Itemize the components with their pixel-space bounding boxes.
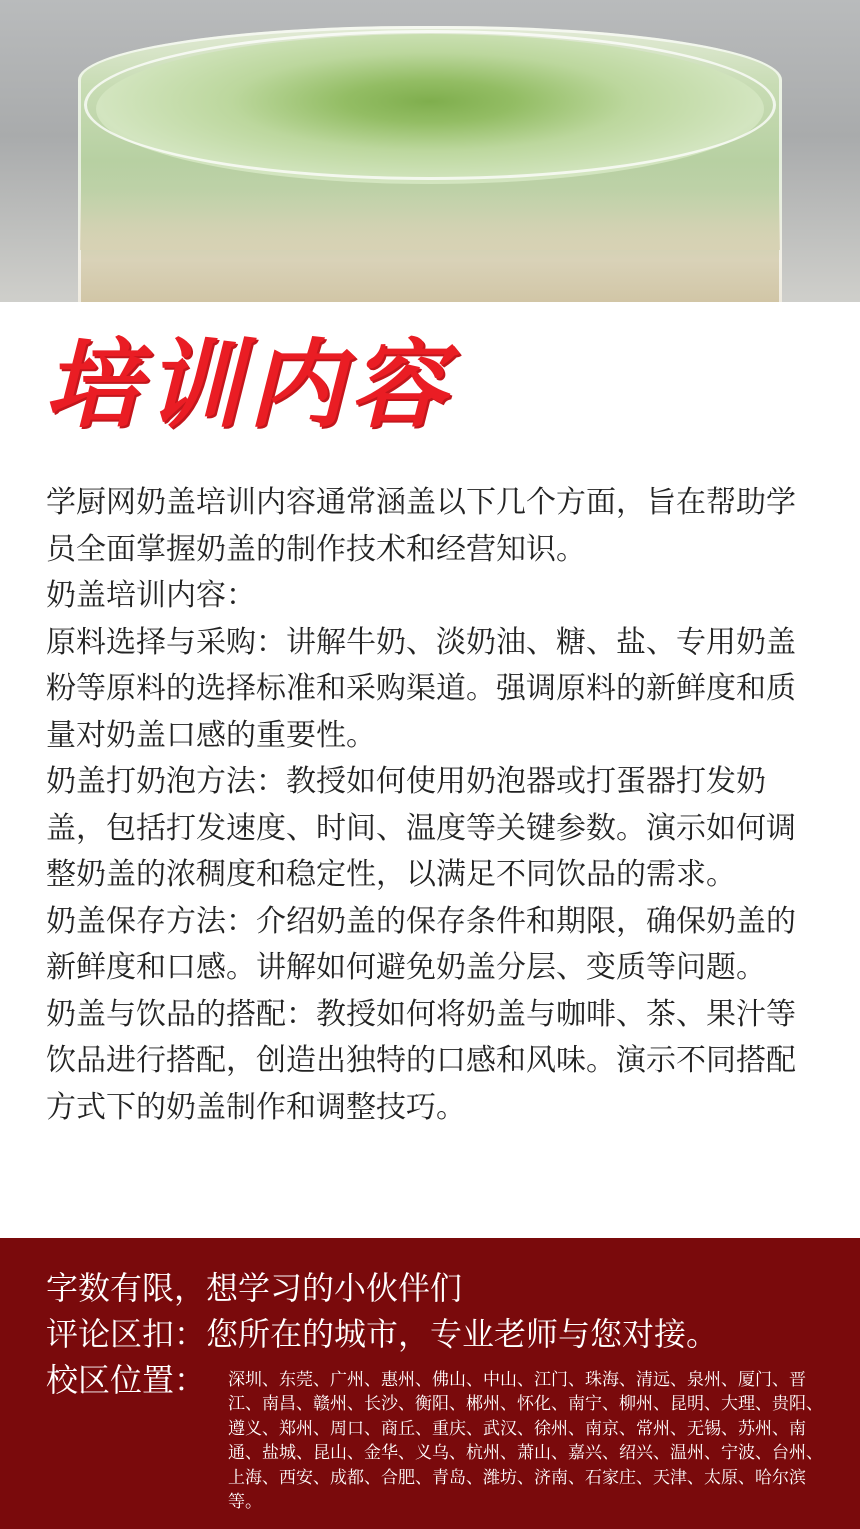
hero-drink-photo [0, 0, 860, 302]
pairing-paragraph: 奶盖与饮品的搭配：教授如何将奶盖与咖啡、茶、果汁等饮品进行搭配，创造出独特的口感和风味。演示不同搭配方式下的奶盖制作和调整技巧。 [46, 996, 796, 1125]
section-heading: 奶盖培训内容： [46, 578, 256, 613]
glass-rim [84, 30, 776, 180]
page-title: 培训内容 [44, 329, 452, 441]
campus-city-list: 深圳、东莞、广州、惠州、佛山、中山、江门、珠海、清远、泉州、厦门、晋江、南昌、赣州、长沙、衡阳、郴州、怀化、南宁、柳州、昆明、大理、贵阳、遵义、郑州、周口、商丘、重庆、武汉、徐州、南京、常州、无锡、苏州、南通、盐城、昆山、金华、义乌、杭州、萧山、嘉兴、绍兴、温州、宁波、台州、上海、西安、成都、合肥、青岛、潍坊、济南、石家庄、天津、太原、哈尔滨等。 [228, 1370, 823, 1513]
ingredients-paragraph: 原料选择与采购：讲解牛奶、淡奶油、糖、盐、专用奶盖粉等原料的选择标准和采购渠道。强调原料的新鲜度和质量对奶盖口感的重要性。 [46, 624, 796, 753]
footer-banner [0, 1238, 860, 1529]
intro-paragraph: 学厨网奶盖培训内容通常涵盖以下几个方面，旨在帮助学员全面掌握奶盖的制作技术和经营知识。 [46, 485, 796, 567]
whipping-paragraph: 奶盖打奶泡方法：教授如何使用奶泡器或打蛋器打发奶盖，包括打发速度、时间、温度等关键参数。演示如何调整奶盖的浓稠度和稳定性，以满足不同饮品的需求。 [46, 764, 796, 892]
footer-line-1: 字数有限，想学习的小伙伴们 [46, 1269, 463, 1307]
footer-line-2: 评论区扣：您所在的城市，专业老师与您对接。 [46, 1315, 719, 1353]
storage-paragraph: 奶盖保存方法：介绍奶盖的保存条件和期限，确保奶盖的新鲜度和口感。讲解如何避免奶盖分层、变质等问题。 [46, 903, 796, 985]
campus-label: 校区位置： [46, 1361, 207, 1399]
drink-layer [80, 190, 780, 250]
training-content [46, 480, 814, 1131]
